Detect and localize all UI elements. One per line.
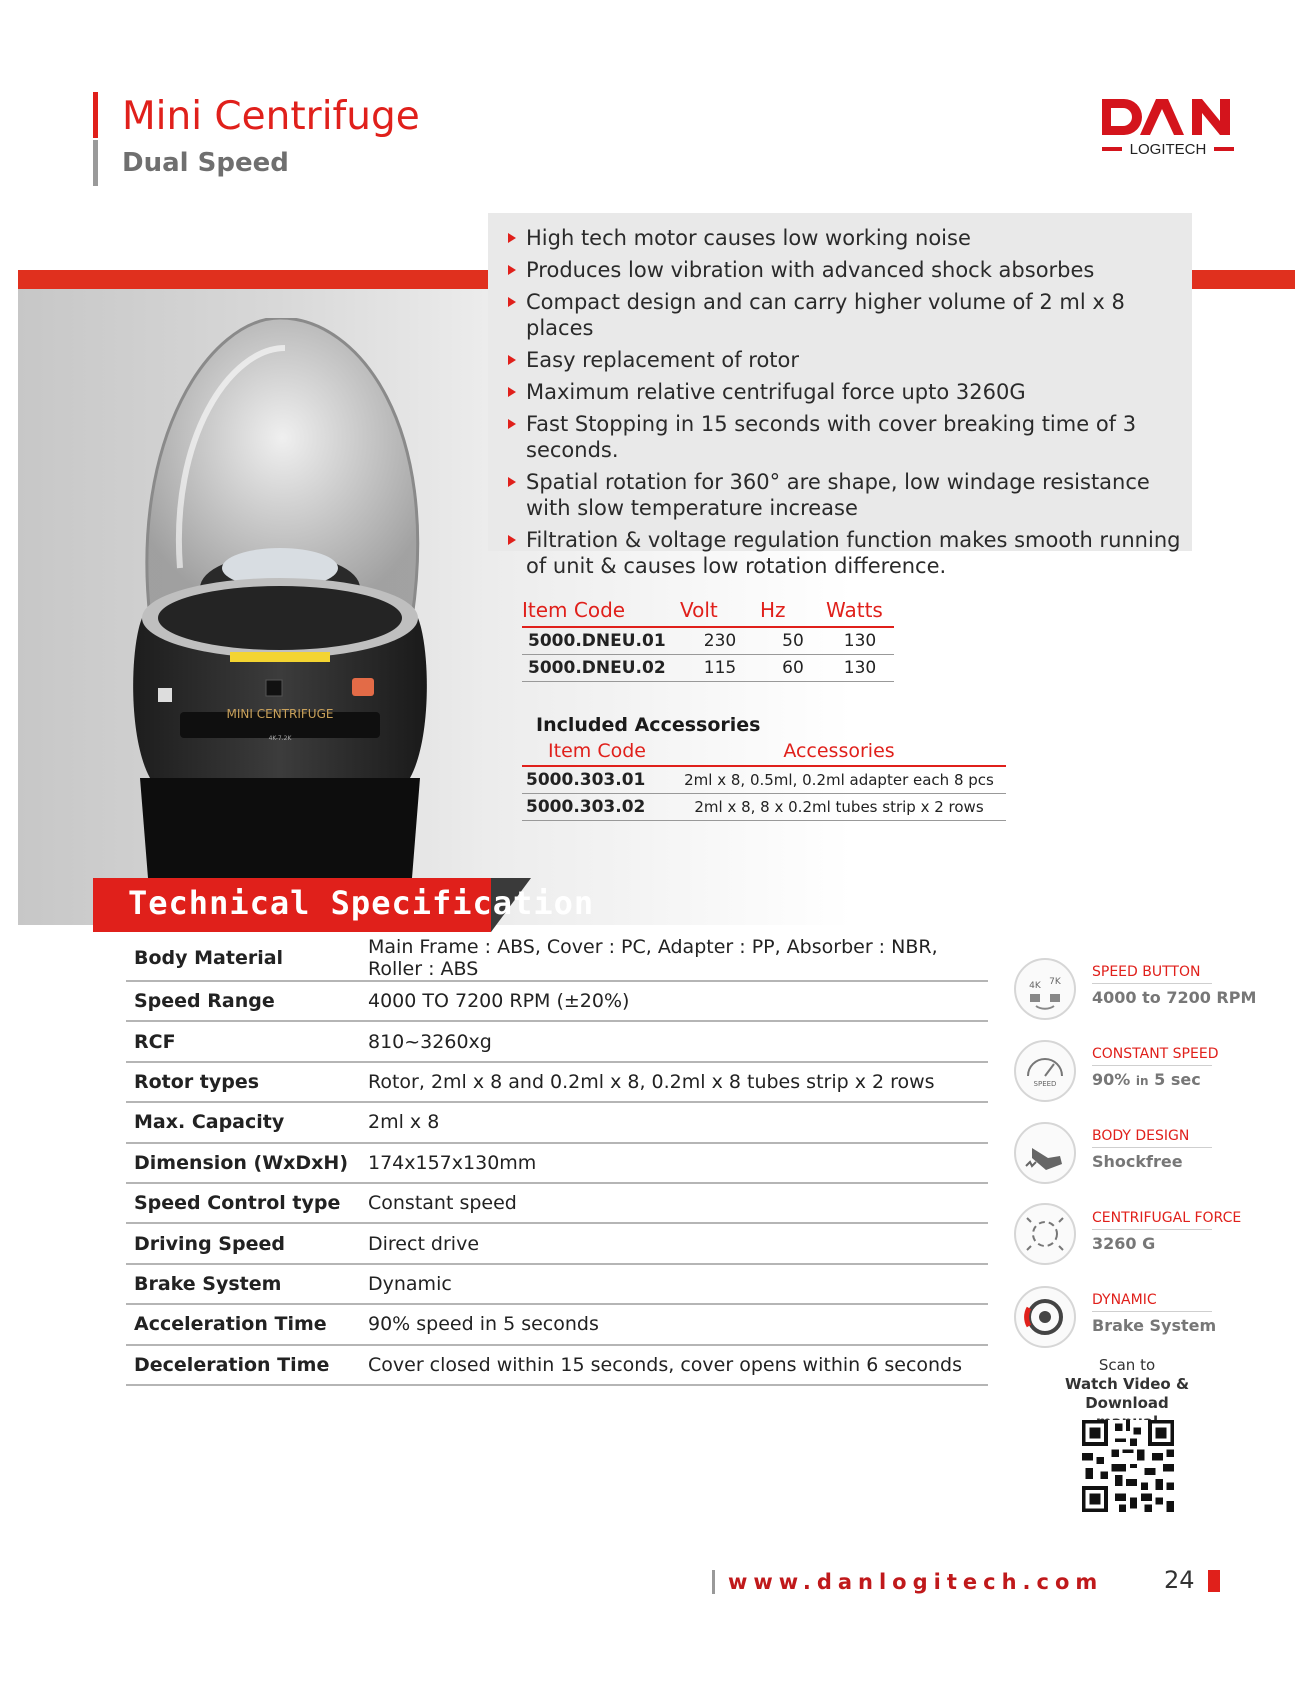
page-title: Mini Centrifuge xyxy=(122,94,420,139)
volt-value: 115 xyxy=(680,655,760,682)
watts-value: 130 xyxy=(826,655,894,682)
table-row xyxy=(522,766,1006,794)
product-sub-label: 4K-7.2K xyxy=(268,735,292,742)
body-design-label: BODY DESIGN xyxy=(1092,1128,1190,1144)
volt-value: 230 xyxy=(680,627,760,655)
feature-item: Maximum relative centrifugal force upto 3260G xyxy=(506,379,1192,405)
speedometer-icon xyxy=(1014,1040,1076,1102)
divider xyxy=(1092,1147,1212,1148)
table-row xyxy=(126,1183,988,1223)
speed-button-label: SPEED BUTTON xyxy=(1092,964,1201,980)
spec-label: Rotor types xyxy=(126,1062,360,1102)
qr-code-icon[interactable] xyxy=(1082,1420,1174,1512)
divider xyxy=(1092,1311,1212,1312)
spec-label: Acceleration Time xyxy=(126,1304,360,1344)
red-band-left xyxy=(18,270,488,289)
table-row xyxy=(522,794,1006,821)
logo-subtext: LOGITECH xyxy=(1129,141,1207,158)
hz-value: 50 xyxy=(760,627,826,655)
title-accent-bar xyxy=(93,92,98,138)
spec-value: 90% speed in 5 seconds xyxy=(360,1304,988,1344)
constant-speed-label: CONSTANT SPEED xyxy=(1092,1046,1219,1062)
centrifugal-force-value: 3260 G xyxy=(1092,1234,1156,1253)
spec-value: Rotor, 2ml x 8 and 0.2ml x 8, 0.2ml x 8 tubes strip x 2 rows xyxy=(360,1062,988,1102)
speed-button-icon xyxy=(1014,958,1076,1020)
constant-speed-value: 90% in 5 sec xyxy=(1092,1070,1201,1089)
table-row xyxy=(126,981,988,1021)
spec-value: 2ml x 8 xyxy=(360,1102,988,1142)
accessories-table xyxy=(522,740,1006,821)
divider xyxy=(1092,1065,1212,1066)
page-number-marker xyxy=(1208,1570,1220,1592)
spec-value: Dynamic xyxy=(360,1264,988,1304)
website-link[interactable]: www.danlogitech.com xyxy=(728,1570,1104,1594)
footer-divider xyxy=(712,1570,715,1594)
divider xyxy=(1092,1229,1212,1230)
features-list xyxy=(488,213,1192,579)
accessories-title: Included Accessories xyxy=(536,714,761,736)
col-volt: Volt xyxy=(680,598,760,627)
col-hz: Hz xyxy=(760,598,826,627)
accessory-code: 5000.303.02 xyxy=(522,794,672,821)
spec-label: Dimension (WxDxH) xyxy=(126,1143,360,1183)
table-row xyxy=(126,1021,988,1061)
spec-value: Constant speed xyxy=(360,1183,988,1223)
feature-item: High tech motor causes low working noise xyxy=(506,225,1192,251)
tech-spec-title: Technical Specification xyxy=(128,884,595,922)
product-label: MINI CENTRIFUGE xyxy=(226,707,334,721)
shock-hand-icon xyxy=(1014,1122,1076,1184)
centrifugal-arrows-icon xyxy=(1014,1203,1076,1265)
spec-label: Deceleration Time xyxy=(126,1345,360,1385)
spec-value: 810~3260xg xyxy=(360,1021,988,1061)
accessory-code: 5000.303.01 xyxy=(522,766,672,794)
feature-item: Fast Stopping in 15 seconds with cover breaking time of 3 seconds. xyxy=(506,411,1192,463)
spec-label: Body Material xyxy=(126,936,360,981)
item-code: 5000.DNEU.02 xyxy=(522,655,680,682)
item-code: 5000.DNEU.01 xyxy=(522,627,680,655)
page-number: 24 xyxy=(1164,1566,1195,1594)
svg-text:4K: 4K xyxy=(1029,981,1041,991)
col-accessories: Accessories xyxy=(672,740,1006,766)
feature-item: Filtration & voltage regulation function makes smooth running of unit & causes low rotation difference. xyxy=(506,527,1192,579)
subtitle-accent-bar xyxy=(93,140,98,186)
brake-system-value: Brake System xyxy=(1092,1316,1217,1335)
spec-label: Speed Range xyxy=(126,981,360,1021)
divider xyxy=(1092,983,1212,984)
spec-label: Max. Capacity xyxy=(126,1102,360,1142)
spec-value: Main Frame : ABS, Cover : PC, Adapter : PP, Absorber : NBR, Roller : ABS xyxy=(360,936,988,981)
svg-text:SPEED: SPEED xyxy=(1033,1080,1057,1088)
features-panel xyxy=(488,213,1192,578)
mini-centrifuge-image xyxy=(120,318,440,878)
tech-spec-table xyxy=(126,936,988,1386)
red-band-right xyxy=(1192,270,1295,289)
table-row xyxy=(126,1304,988,1344)
accessory-desc: 2ml x 8, 0.5ml, 0.2ml adapter each 8 pcs xyxy=(672,766,1006,794)
table-row xyxy=(126,1223,988,1263)
table-row xyxy=(126,1143,988,1183)
svg-text:7K: 7K xyxy=(1049,977,1061,987)
table-row xyxy=(522,627,894,655)
table-row xyxy=(126,936,988,981)
scan-line-3: Download xyxy=(1085,1394,1169,1412)
table-row xyxy=(522,655,894,682)
feature-item: Easy replacement of rotor xyxy=(506,347,1192,373)
table-row xyxy=(126,1062,988,1102)
scan-line-1: Scan to xyxy=(1098,1356,1156,1374)
table-row xyxy=(126,1102,988,1142)
col-watts: Watts xyxy=(826,598,894,627)
scan-line-2: Watch Video & xyxy=(1064,1375,1190,1393)
hz-value: 60 xyxy=(760,655,826,682)
spec-value: Cover closed within 15 seconds, cover opens within 6 seconds xyxy=(360,1345,988,1385)
spec-label: Driving Speed xyxy=(126,1223,360,1263)
feature-item: Produces low vibration with advanced shock absorbes xyxy=(506,257,1192,283)
centrifugal-force-label: CENTRIFUGAL FORCE xyxy=(1092,1210,1242,1226)
table-row xyxy=(126,1264,988,1304)
spec-value: 4000 TO 7200 RPM (±20%) xyxy=(360,981,988,1021)
dynamic-label: DYNAMIC xyxy=(1092,1292,1157,1308)
brake-disc-icon xyxy=(1014,1286,1076,1348)
feature-item: Compact design and can carry higher volume of 2 ml x 8 places xyxy=(506,289,1192,341)
body-design-value: Shockfree xyxy=(1092,1152,1183,1171)
col-item-code: Item Code xyxy=(522,740,672,766)
table-row xyxy=(126,1345,988,1385)
col-item-code: Item Code xyxy=(522,598,680,627)
accessory-desc: 2ml x 8, 8 x 0.2ml tubes strip x 2 rows xyxy=(672,794,1006,821)
feature-item: Spatial rotation for 360° are shape, low windage resistance with slow temperature increase xyxy=(506,469,1192,521)
spec-label: RCF xyxy=(126,1021,360,1061)
watts-value: 130 xyxy=(826,627,894,655)
page-subtitle: Dual Speed xyxy=(122,148,289,178)
spec-value: 174x157x130mm xyxy=(360,1143,988,1183)
speed-button-value: 4000 to 7200 RPM xyxy=(1092,988,1257,1007)
dan-logitech-logo xyxy=(1098,95,1238,165)
spec-label: Speed Control type xyxy=(126,1183,360,1223)
item-code-table xyxy=(522,598,894,682)
spec-label: Brake System xyxy=(126,1264,360,1304)
spec-value: Direct drive xyxy=(360,1223,988,1263)
